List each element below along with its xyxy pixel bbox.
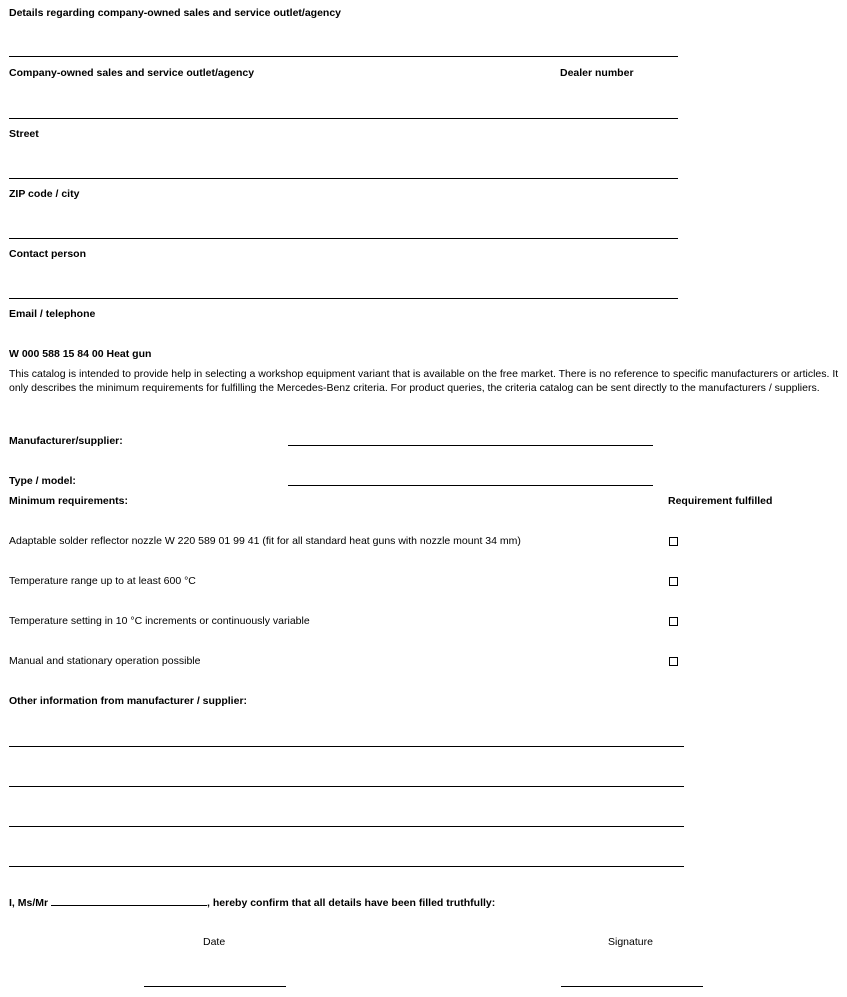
requirement-checkbox-4[interactable]: [669, 657, 678, 666]
type-model-label: Type / model:: [9, 475, 76, 487]
street-input-line[interactable]: [9, 118, 678, 119]
zip-city-input-line[interactable]: [9, 178, 678, 179]
confirmation-statement: [9, 896, 495, 909]
product-description: This catalog is intended to provide help in selecting a workshop equipment variant that is available on the free market. There is no reference to specific manufacturers or articles. It only describes the minimum requirements for fulfilling the Mercedes-Benz criteria. For product queries, the criteria catalog can be sent directly to the manufacturers / suppliers.: [9, 368, 839, 394]
date-input-line[interactable]: [144, 986, 286, 987]
confirmation-prefix: I, Ms/Mr: [9, 897, 49, 909]
email-telephone-label: Email / telephone: [9, 308, 96, 320]
email-input-line[interactable]: [9, 298, 678, 299]
outlet-label: Company-owned sales and service outlet/agency: [9, 67, 255, 79]
form-title: Details regarding company-owned sales and service outlet/agency: [9, 7, 342, 19]
other-info-label: Other information from manufacturer / supplier:: [9, 695, 248, 707]
outlet-input-line[interactable]: [9, 56, 678, 57]
manufacturer-label: Manufacturer/supplier:: [9, 435, 123, 447]
manufacturer-input-line[interactable]: [288, 445, 653, 446]
other-info-line-1[interactable]: [9, 746, 684, 747]
requirements-heading: Minimum requirements:: [9, 495, 129, 507]
name-input-blank[interactable]: [51, 896, 207, 906]
requirement-text-4: Manual and stationary operation possible: [9, 655, 201, 667]
requirement-text-2: Temperature range up to at least 600 °C: [9, 575, 196, 587]
contact-person-label: Contact person: [9, 248, 87, 260]
contact-input-line[interactable]: [9, 238, 678, 239]
requirement-checkbox-1[interactable]: [669, 537, 678, 546]
requirement-text-1: Adaptable solder reflector nozzle W 220 589 01 99 41 (fit for all standard heat guns with nozzle mount 34 mm): [9, 535, 521, 547]
other-info-line-4[interactable]: [9, 866, 684, 867]
requirement-checkbox-3[interactable]: [669, 617, 678, 626]
street-label: Street: [9, 128, 39, 140]
zip-city-label: ZIP code / city: [9, 188, 80, 200]
date-label: Date: [203, 936, 226, 948]
dealer-number-label: Dealer number: [560, 67, 634, 79]
signature-label: Signature: [608, 936, 653, 948]
confirmation-suffix: , hereby confirm that all details have been filled truthfully:: [207, 897, 496, 909]
signature-input-line[interactable]: [561, 986, 703, 987]
requirement-fulfilled-heading: Requirement fulfilled: [668, 495, 773, 507]
product-title: W 000 588 15 84 00 Heat gun: [9, 348, 152, 360]
requirement-checkbox-2[interactable]: [669, 577, 678, 586]
type-model-input-line[interactable]: [288, 485, 653, 486]
requirement-text-3: Temperature setting in 10 °C increments or continuously variable: [9, 615, 310, 627]
other-info-line-2[interactable]: [9, 786, 684, 787]
other-info-line-3[interactable]: [9, 826, 684, 827]
